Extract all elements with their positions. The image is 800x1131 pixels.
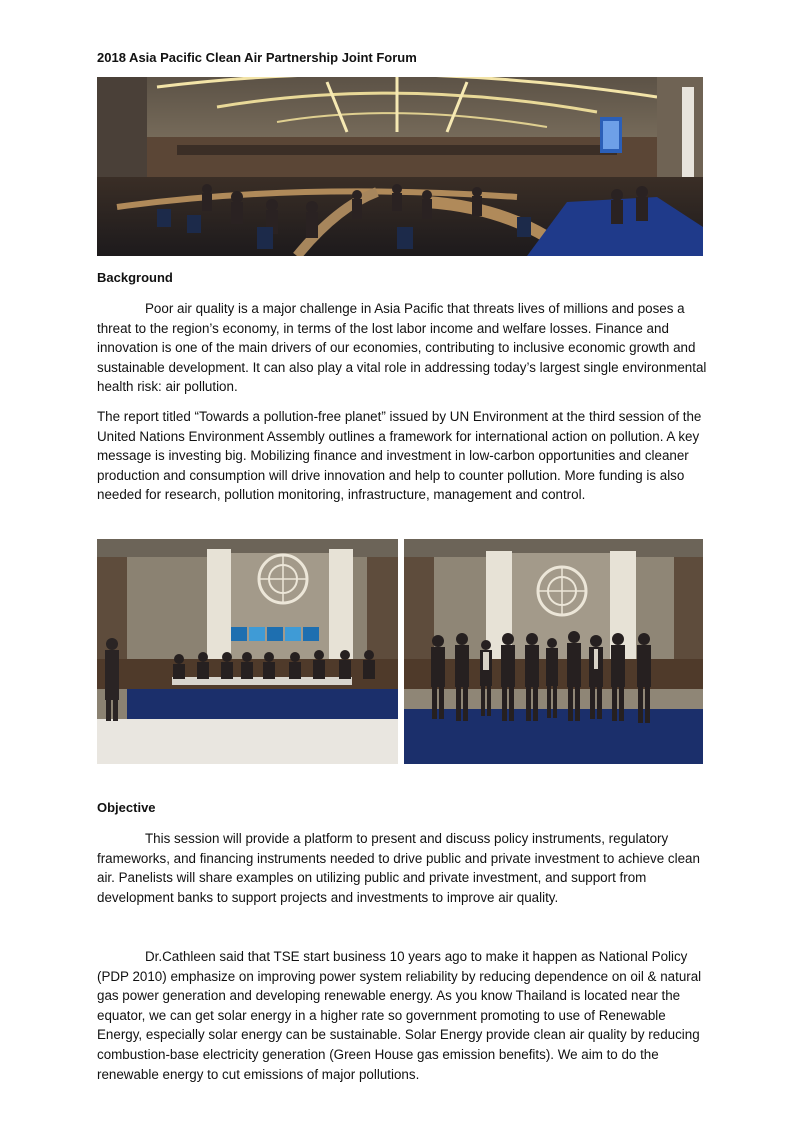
panel-discussion-photo — [97, 539, 398, 764]
objective-paragraph-2: Dr.Cathleen said that TSE start business 10 years ago to make it happen as National Policy (PDP 2010) emphasize on improving power system reliability by reducing dependence on oil & natural gas power generation and developing renewable energy. As you know Thailand is located near the equator, we can get solar energy in a higher rate so government promoting to use of Renewable Energy, especially solar energy can be sustainable. Solar Energy provide clean air quality by reducing combustion-base electricity generation (Green House gas emission benefits). We aim to do the renewable energy to cut emissions of major pollutions. — [97, 949, 702, 1082]
objective-heading: Objective — [97, 800, 156, 815]
objective-paragraph-1: This session will provide a platform to present and discuss policy instruments, regulatory frameworks, and financing instruments needed to drive public and private investment to achieve clean air. Panelists will share examples on utilizing public and private investment, and support from development banks to support projects and investments to improve air quality. — [97, 831, 700, 905]
panel-discussion-illustration — [97, 539, 398, 764]
conference-hall-photo — [97, 77, 703, 256]
background-heading: Background — [97, 270, 173, 285]
conference-hall-illustration — [97, 77, 703, 256]
background-paragraph-2: The report titled “Towards a pollution-free planet” issued by UN Environment at the third session of the United Nations Environment Assembly outlines a framework for international action on pollution. A key message is investing big. Mobilizing finance and investment in low-carbon opportunities and cleaner production and consumption will drive innovation and help to counter pollution. More funding is also needed for research, pollution monitoring, infrastructure, management and control. — [97, 409, 702, 503]
background-paragraph-1: Poor air quality is a major challenge in Asia Pacific that threats lives of millions and poses a threat to the region’s economy, in terms of the lost labor income and welfare losses. Finance and innovation is one of the main drivers of our economies, contributing to inclusive economic growth and sustainable development. It can also play a vital role in addressing today’s largest single environmental health risk: air pollution. — [97, 301, 707, 395]
document-title: 2018 Asia Pacific Clean Air Partnership Joint Forum — [97, 50, 417, 65]
group-photo-illustration — [404, 539, 703, 764]
group-photo — [404, 539, 703, 764]
